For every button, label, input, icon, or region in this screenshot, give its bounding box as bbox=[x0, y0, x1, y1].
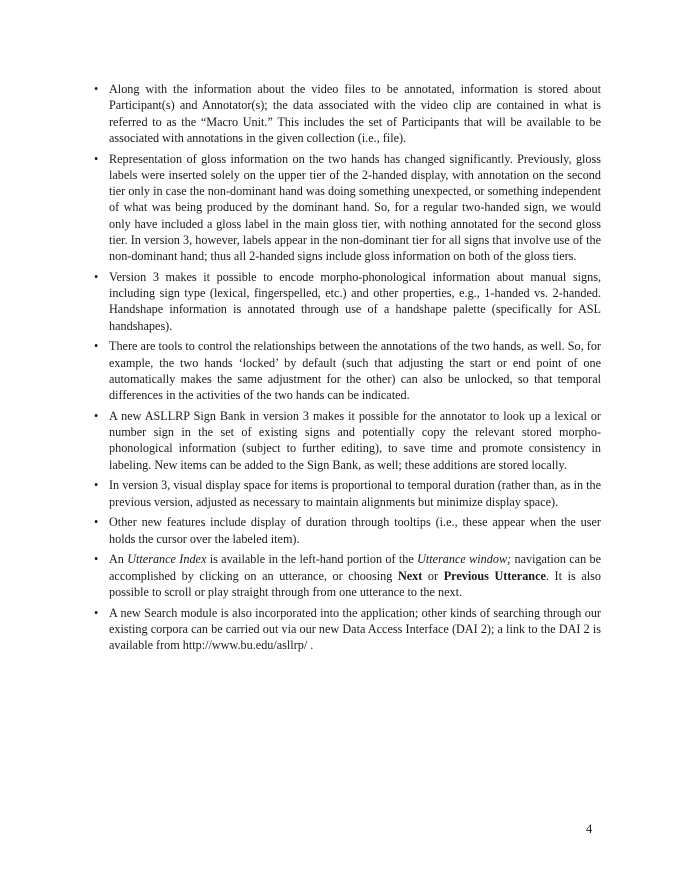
text-segment: Representation of gloss information on the two hands has changed significantly. Previously, gloss labels were inserted solely on the upper tier of the 2-handed display, with annotation on the second tier only in case the non-dominant hand was doing something unexpected, or something independent of what was being produced by the dominant hand. So, for a regular two-handed sign, we would only have included a gloss label in the main gloss tier, with nothing annotated for the second gloss tier. In version 3, however, labels appear in the non-dominant tier for all signs that involve use of the non-dominant hand; thus all 2-handed signs include gloss information on both of the gloss tiers. bbox=[109, 151, 601, 263]
list-item bbox=[94, 408, 601, 473]
list-item bbox=[94, 605, 601, 654]
list-item bbox=[94, 81, 601, 146]
bullet-icon: • bbox=[94, 552, 99, 567]
list-item bbox=[94, 551, 601, 600]
bullet-list bbox=[94, 81, 601, 658]
text-segment: Utterance Index bbox=[127, 552, 207, 567]
page-number: 4 bbox=[586, 822, 593, 836]
text-segment: There are tools to control the relationships between the annotations of the two hands, as well. So, for example, the two hands ‘locked’ by default (such that adjusting the start or end point of one automatically makes the same adjustment for the other) can also be unlocked, so that temporal differences in the activities of the two hands can be indicated. bbox=[109, 339, 601, 402]
bullet-icon: • bbox=[94, 408, 99, 423]
list-item bbox=[94, 151, 601, 265]
bullet-icon: • bbox=[94, 82, 99, 96]
text-segment: is available in the left-hand portion of the bbox=[206, 552, 418, 567]
text-segment: or bbox=[422, 568, 444, 583]
text-segment: An bbox=[109, 552, 128, 567]
list-item bbox=[94, 338, 601, 403]
text-segment: Utterance window; bbox=[417, 552, 512, 567]
text-segment: . It is also possible to scroll or play straight through from one utterance to the next. bbox=[109, 568, 601, 599]
text-segment: Version 3 makes it possible to encode morpho-phonological information about manual signs, including sign type (lexical, fingerspelled, etc.) and other properties, e.g., 1-handed vs. 2-handed. Handshape information is annotated through use of a handshape palette (specifically for ASL handshapes). bbox=[109, 269, 601, 333]
bullet-icon: • bbox=[94, 269, 99, 284]
list-item bbox=[94, 269, 601, 334]
list-item bbox=[94, 514, 601, 547]
list-item bbox=[94, 477, 601, 510]
text-segment: In version 3, visual display space for items is proportional to temporal duration (rather than, as in the previous version, adjusted as necessary to maintain alignments but minimize display space). bbox=[109, 478, 601, 509]
text-segment: Previous Utterance bbox=[443, 568, 546, 583]
bullet-icon: • bbox=[94, 339, 99, 354]
text-segment: navigation can be accomplished by clicking on an utterance, or choosing bbox=[109, 552, 601, 583]
bullet-icon: • bbox=[94, 478, 99, 493]
bullet-icon: • bbox=[94, 605, 99, 620]
bullet-icon: • bbox=[94, 151, 99, 166]
text-segment: Other new features include display of duration through tooltips (i.e., these appear when the user holds the cursor over the labeled item). bbox=[109, 515, 601, 546]
text-segment: Next bbox=[397, 568, 423, 583]
bullet-icon: • bbox=[94, 515, 99, 530]
text-segment: A new Search module is also incorporated into the application; other kinds of searching through our existing corpora can be carried out via our new Data Access Interface (DAI 2); a link to the DAI 2 is available from http://www.bu.edu/asllrp/ . bbox=[109, 605, 601, 652]
text-segment: A new ASLLRP Sign Bank in version 3 makes it possible for the annotator to look up a lexical or number sign in the set of existing signs and potentially copy the relevant stored morpho-phonological information (subject to further editing), to save time and promote consistency in labeling. New items can be added to the Sign Bank, as well; these additions are stored locally. bbox=[109, 408, 601, 472]
text-segment: Along with the information about the video files to be annotated, information is stored about Participant(s) and Annotator(s); the data associated with the video clip are contained in what is referred to as the “Macro Unit.” This includes the set of Participants that will be available to be associated with annotations in the given collection (i.e., file). bbox=[109, 82, 601, 145]
